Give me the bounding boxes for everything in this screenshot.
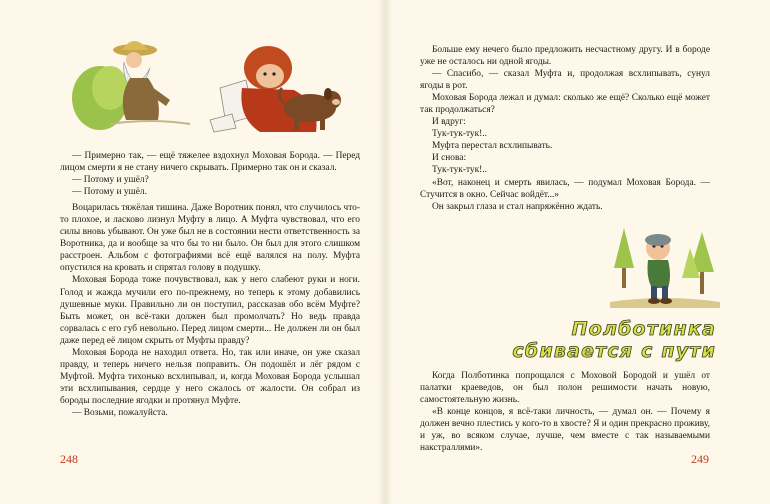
paragraph: — Потому и ушёл. <box>72 187 147 198</box>
paragraph: И вдруг: <box>432 117 466 128</box>
paragraph: Муфта перестал всхлипывать. <box>432 141 553 152</box>
page-number-right: 249 <box>691 452 709 466</box>
paragraph: «Вот, наконец и смерть явилась, — подумал Моховая Борода. — Стучится в окно. Сейчас войдёт...» <box>420 177 710 200</box>
chapter-title-line: Полботинка <box>571 318 716 340</box>
chapter-title-line: сбивается с пути <box>512 340 716 362</box>
paragraph: Тук-тук-тук!.. <box>432 165 487 176</box>
paragraph: Моховая Борода тоже почувствовал, как у него слабеют руки и ноги. Голод и жажда мучили его по-прежнему, но теперь к этому добавились душевные муки. Правильно ли он поступил, рассказав обо всём Муфте? Быть может, он всё-таки должен был промолчать? Но ведь правда сорвалась с его губ невольно. Перед лицом смерти... Не должен ли он был даже перед её лицом скрыть от Муфты правду? <box>60 275 360 346</box>
paragraph: Он закрыл глаза и стал напряжённо ждать. <box>432 201 603 212</box>
illustration-moss-beard-and-mufta <box>70 28 350 140</box>
paragraph: — Спасибо, — сказал Муфта и, продолжая всхлипывать, сунул ягоды в рот. <box>420 69 710 92</box>
paragraph: — Возьми, пожалуйста. <box>72 407 168 418</box>
paragraph: «В конце концов, я всё-таки личность, — думал он. — Почему я должен вечно плестись у кого-то в хвосте? Я и один прекрасно проживу, и уж, во всяком случае, лучше, чем вместе с так называемыми накстраллями». <box>420 407 710 454</box>
paragraph: Тук-тук-тук!.. <box>432 129 487 140</box>
right-page-text-bottom <box>420 370 710 454</box>
page-number-left: 248 <box>60 452 78 466</box>
chapter-title <box>506 318 716 362</box>
paragraph: Моховая Борода не находил ответа. Но, так или иначе, он уже сказал правду, и теперь ничего нельзя поправить. Он подошёл и лёг рядом с Муфтой. Муфта тихонько всхлипывал, и, когда Моховая Борода услышал эти всхлипывания, сердце у него сжалось от жалости. Он собрал из бороды последние ягодки и протянул Муфте. <box>60 347 360 406</box>
illustration-polbotinka <box>610 218 720 308</box>
paragraph: И снова: <box>432 153 467 164</box>
paragraph: Когда Полботинка попрощался с Моховой Бородой и ушёл от палатки краеведов, он был полон решимости начать новую, самостоятельную жизнь. <box>420 371 710 406</box>
paragraph: — Примерно так, — ещё тяжелее вздохнул Моховая Борода. — Перед лицом смерти я не стану ничего скрывать. Примерно так он и сказал. <box>60 151 360 174</box>
paragraph: — Потому и ушёл? <box>72 175 149 186</box>
paragraph: Моховая Борода лежал и думал: сколько же ещё? Сколько ещё может так продолжаться? <box>420 93 710 116</box>
paragraph: Воцарилась тяжёлая тишина. Даже Воротник понял, что случилось что-то плохое, и ласково лизнул Муфту в лицо. А Муфта чувствовал, что его силы вновь убывают. Он уже был не в состоянии нести ответственность за Воротника, да и вообще за что бы то ни было. Он был для этого слишком расстроен. Альбом с фотографиями всё ещё валялся на полу. Муфта опустился на кровать и спрятал голову в подушку. <box>60 203 360 274</box>
paragraph: Больше ему нечего было предложить несчастному другу. И в бороде уже не осталось ни одной ягоды. <box>420 45 710 68</box>
left-page-text <box>60 150 360 419</box>
right-page-text-top <box>420 44 710 213</box>
